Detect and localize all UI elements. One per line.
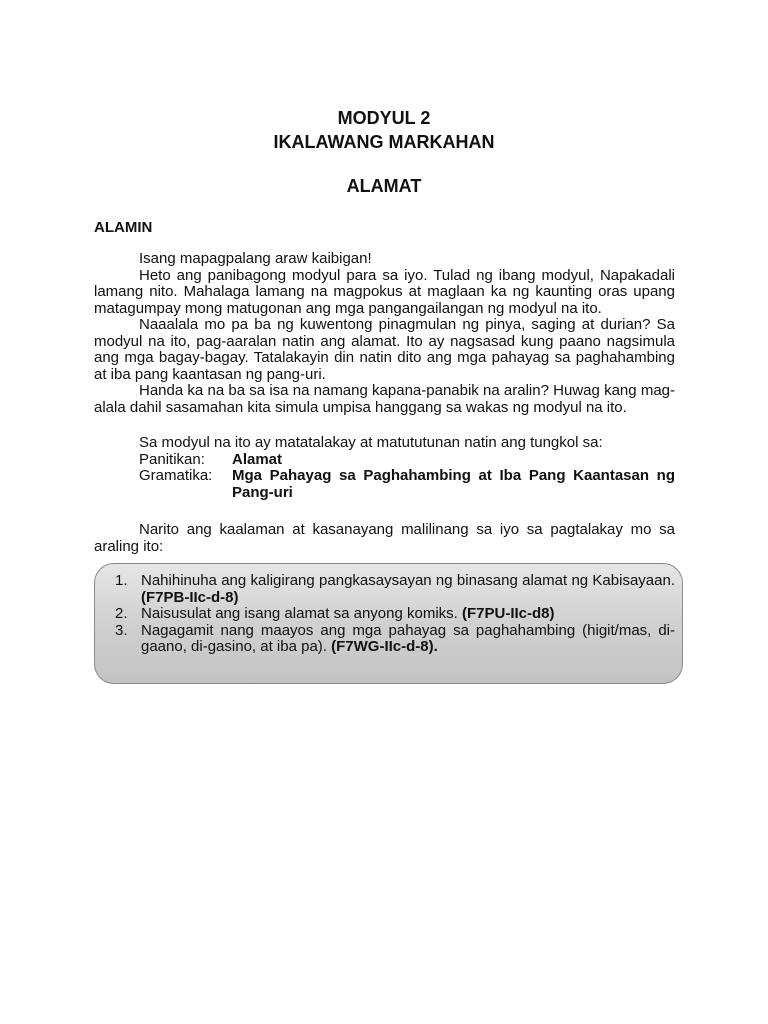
literature-value: Alamat	[232, 450, 283, 468]
paragraph-ready: Handa ka na ba sa isa na namang kapana-panabik na aralin? Huwag kang mag-alala dahil sasamahan kita simula umpisa hanggang sa wakas ng modyul na ito.	[94, 382, 675, 416]
skills-intro-text: Narito ang kaalaman at kasanayang malilinang sa iyo sa pagtalakay mo sa araling ito:	[94, 521, 675, 555]
quarter-title: IKALAWANG MARKAHAN	[273, 132, 495, 152]
objective-number: 3.	[115, 621, 128, 639]
literature-label: Panitikan:	[139, 450, 205, 468]
topics-intro: Sa modyul na ito ay matatalakay at matututunan natin ang tungkol sa:	[139, 434, 603, 451]
paragraph-alamat: Naaalala mo pa ba ng kuwentong pinagmulan ng pinya, saging at durian? Sa modyul na ito, pag-aaralan natin ang alamat. Ito ay nagsasad kung paano nagsimula ang mga bagay-bagay. Tatalakayin din natin dito ang mga pahayag sa paghahambing at iba pang kaantasan ng pang-uri.	[94, 316, 675, 383]
objective-number: 1.	[115, 572, 128, 589]
objective-description: Naisusulat ang isang alamat sa anyong komiks.	[141, 605, 458, 622]
objective-code: (F7PB-IIc-d-8)	[141, 588, 239, 606]
objective-description: Nagagamit nang maayos ang mga pahayag sa paghahambing (higit/mas, di-gaano, di-gasino, at iba pa).	[141, 621, 675, 655]
topics-block	[139, 435, 675, 501]
paragraph-greeting: Isang mapagpalang araw kaibigan!	[139, 250, 372, 267]
objective-text	[141, 606, 675, 623]
objective-code: (F7PU-IIc-d8)	[462, 605, 555, 622]
skills-intro	[94, 522, 675, 555]
objectives-list	[115, 573, 675, 656]
objectives-box	[94, 563, 683, 684]
grammar-value: Mga Pahayag sa Paghahambing at Iba Pang Kaantasan ng Pang-uri	[232, 467, 675, 501]
objective-description: Nahihinuha ang kaligirang pangkasaysayan ng binasang alamat ng Kabisayaan.	[141, 572, 675, 589]
intro-body	[94, 251, 675, 416]
topic-row-grammar	[139, 468, 675, 501]
objective-code: (F7WG-IIc-d-8).	[331, 638, 438, 655]
module-title: MODYUL 2	[337, 108, 431, 128]
objective-text	[141, 573, 675, 606]
objective-item	[115, 623, 675, 656]
section-title: ALAMIN	[94, 219, 153, 236]
grammar-label: Gramatika:	[139, 467, 213, 484]
objective-item	[115, 606, 675, 623]
objective-number: 2.	[115, 605, 128, 622]
topic-row-literature	[139, 452, 675, 469]
objective-item	[115, 573, 675, 606]
objective-text	[141, 623, 675, 656]
paragraph-module: Heto ang panibagong modyul para sa iyo. Tulad ng ibang modyul, Napakadali lamang nito. Mahalaga lamang na magpokus at maglaan ka ng kaunting oras upang matagumpay mong matugonan ang mga pangangailangan ng modyul na ito.	[94, 266, 675, 317]
topic-title: ALAMAT	[346, 176, 422, 196]
